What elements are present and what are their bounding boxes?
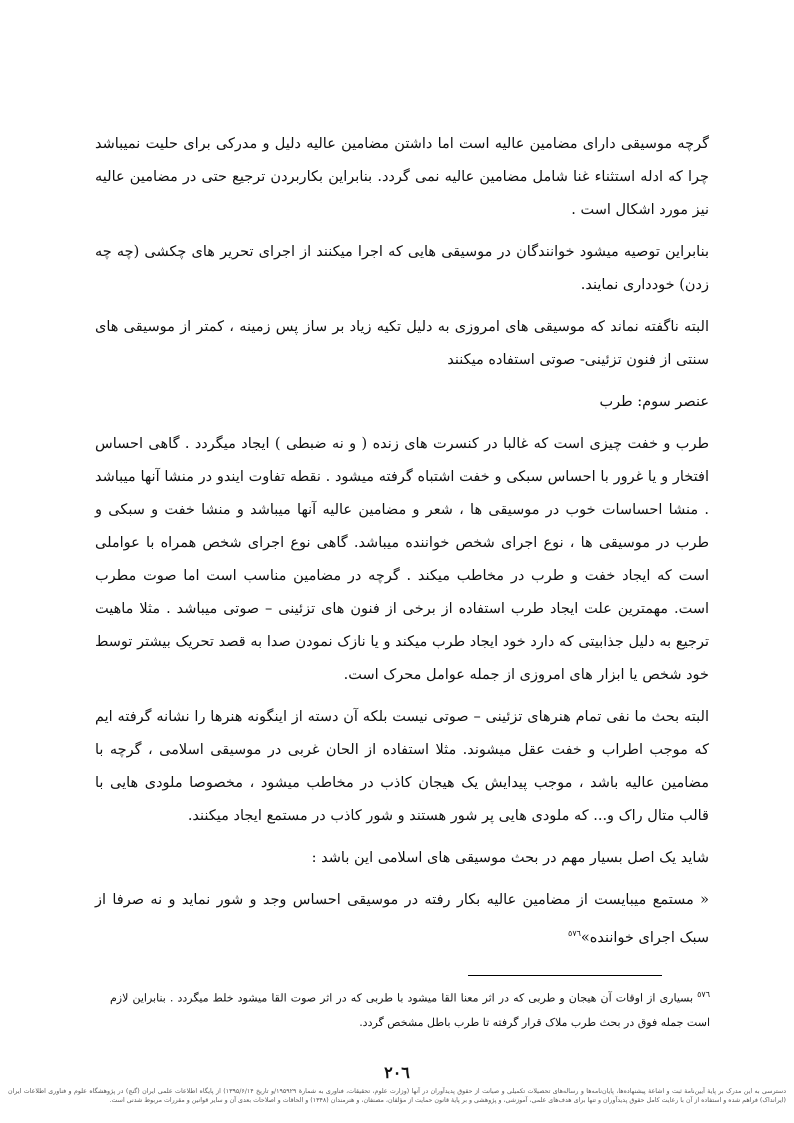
paragraph: البته ناگفته نماند که موسیقی های امروزی به دلیل تکیه زیاد بر ساز پس زمینه ، کمتر از موسیقی های سنتی از فنون تزئینی- صوتی استفاده میکنند xyxy=(95,319,709,368)
footnote-text: بسیاری از اوقات آن هیجان و طربی که در اثر معنا القا میشود با طربی که در اثر صوت القا میشود خلط میگردد . بنابراین لازم است جمله فوق در بحث طرب ملاک قرار گرفته تا طرب باطل مشخص گردد. xyxy=(110,991,710,1029)
paragraph: البته بحث ما نفی تمام هنرهای تزئینی – صوتی نیست بلکه آن دسته از اینگونه هنرها را نشانه گرفته ایم که موجب اطراب و خفت عقل میشوند. مثلا استفاده از الحان غربی در موسیقی اسلامی ، گرچه با مضامین عالیه باشد ، موجب پیدایش یک هیجان کاذب در مخاطب میشود ، مخصوصا ملودی هایی با قالب متال راک و... که ملودی هایی پر شور هستند و شور کاذب در مستمع ایجاد میکنند. xyxy=(95,709,709,824)
footnote xyxy=(110,983,710,1035)
footnote-separator xyxy=(468,975,662,976)
paragraph: گرچه موسیقی دارای مضامین عالیه است اما داشتن مضامین عالیه دلیل و مدرکی برای حلیت نمیباشد چرا که ادله استثناء غنا شامل مضامین عالیه نمی گردد. بنابراین بکاربردن ترجیع حتی در مضامین عالیه نیز مورد اشکال است . xyxy=(95,136,709,218)
body-text xyxy=(95,128,709,964)
quote-paragraph xyxy=(95,884,709,955)
page-number: ٢٠٦ xyxy=(384,1063,410,1082)
paragraph: شاید یک اصل بسیار مهم در بحث موسیقی های اسلامی این باشد : xyxy=(311,850,709,866)
paragraph: بنابراین توصیه میشود خوانندگان در موسیقی هایی که اجرا میکنند از اجرای تحریر های چکشی (چه چه زدن) خودداری نمایند. xyxy=(95,244,709,293)
footnote-number: ٥٧٦ xyxy=(697,990,711,999)
quote-text: « مستمع میبایست از مضامین عالیه بکار رفته در موسیقی احساس وجد و شور نماید و نه صرفا از سبک اجرای خواننده» xyxy=(95,892,709,946)
copyright-notice: دسترسی به این مدرک بر پایهٔ آیین‌نامهٔ ثبت و اشاعهٔ پیشنهاده‌ها، پایان‌نامه‌ها و رساله‌های تحصیلات تکمیلی و صیانت از حقوق پدیدآوران در آنها (وزارت علوم، تحقیقات، فناوری به شمارهٔ ۱۹۵۹۲۹/و تاریخ ۱۳۹۵/۶/۱۴) از پایگاه اطلاعات علمی ایران (گنج) در پژوهشگاه علوم و فناوری اطلاعات ایران (ایرانداک) فراهم شده و استفاده از آن با رعایت کامل حقوق پدیدآوران و تنها برای هدف‌های علمی، آموزشی، و پژوهشی و بر پایهٔ قانون حمایت از مؤلفان، مصنفان، و هنرمندان (۱۳۴۸) و الحاقات و اصلاحات بعدی آن و سایر قوانین و مقررات مربوط شدنی است. xyxy=(8,1088,786,1104)
section-heading: عنصر سوم: طرب xyxy=(599,394,709,410)
paragraph: طرب و خفت چیزی است که غالبا در کنسرت های زنده ( و نه ضبطی ) ایجاد میگردد . گاهی احساس افتخار و یا غرور با احساس سبکی و خفت اشتباه گرفته میشود . نقطه تفاوت ایندو در منشا آنها میباشد . منشا احساسات خوب در موسیقی ها ، شعر و مضامین عالیه آنها میباشد و منشا خفت و سبکی و طرب در موسیقی ها ، نوع اجرای شخص خواننده میباشد. گاهی نوع اجرای شخص همراه با عواملی است که ایجاد خفت و طرب در مخاطب میکند . گرچه در مضامین مناسب است اما صوت مطرب است. مهمترین علت ایجاد طرب استفاده از برخی از فنون های تزئینی – صوتی میباشد . مثلا ماهیت ترجیع به دلیل جذابیتی که دارد خود ایجاد طرب میکند و یا نازک نمودن صدا به قصد تحریک بیشتر توسط خود شخص یا ابزار های امروزی از جمله عوامل محرک است. xyxy=(95,436,709,683)
footnote-reference[interactable]: ٥٧٦ xyxy=(568,929,581,938)
